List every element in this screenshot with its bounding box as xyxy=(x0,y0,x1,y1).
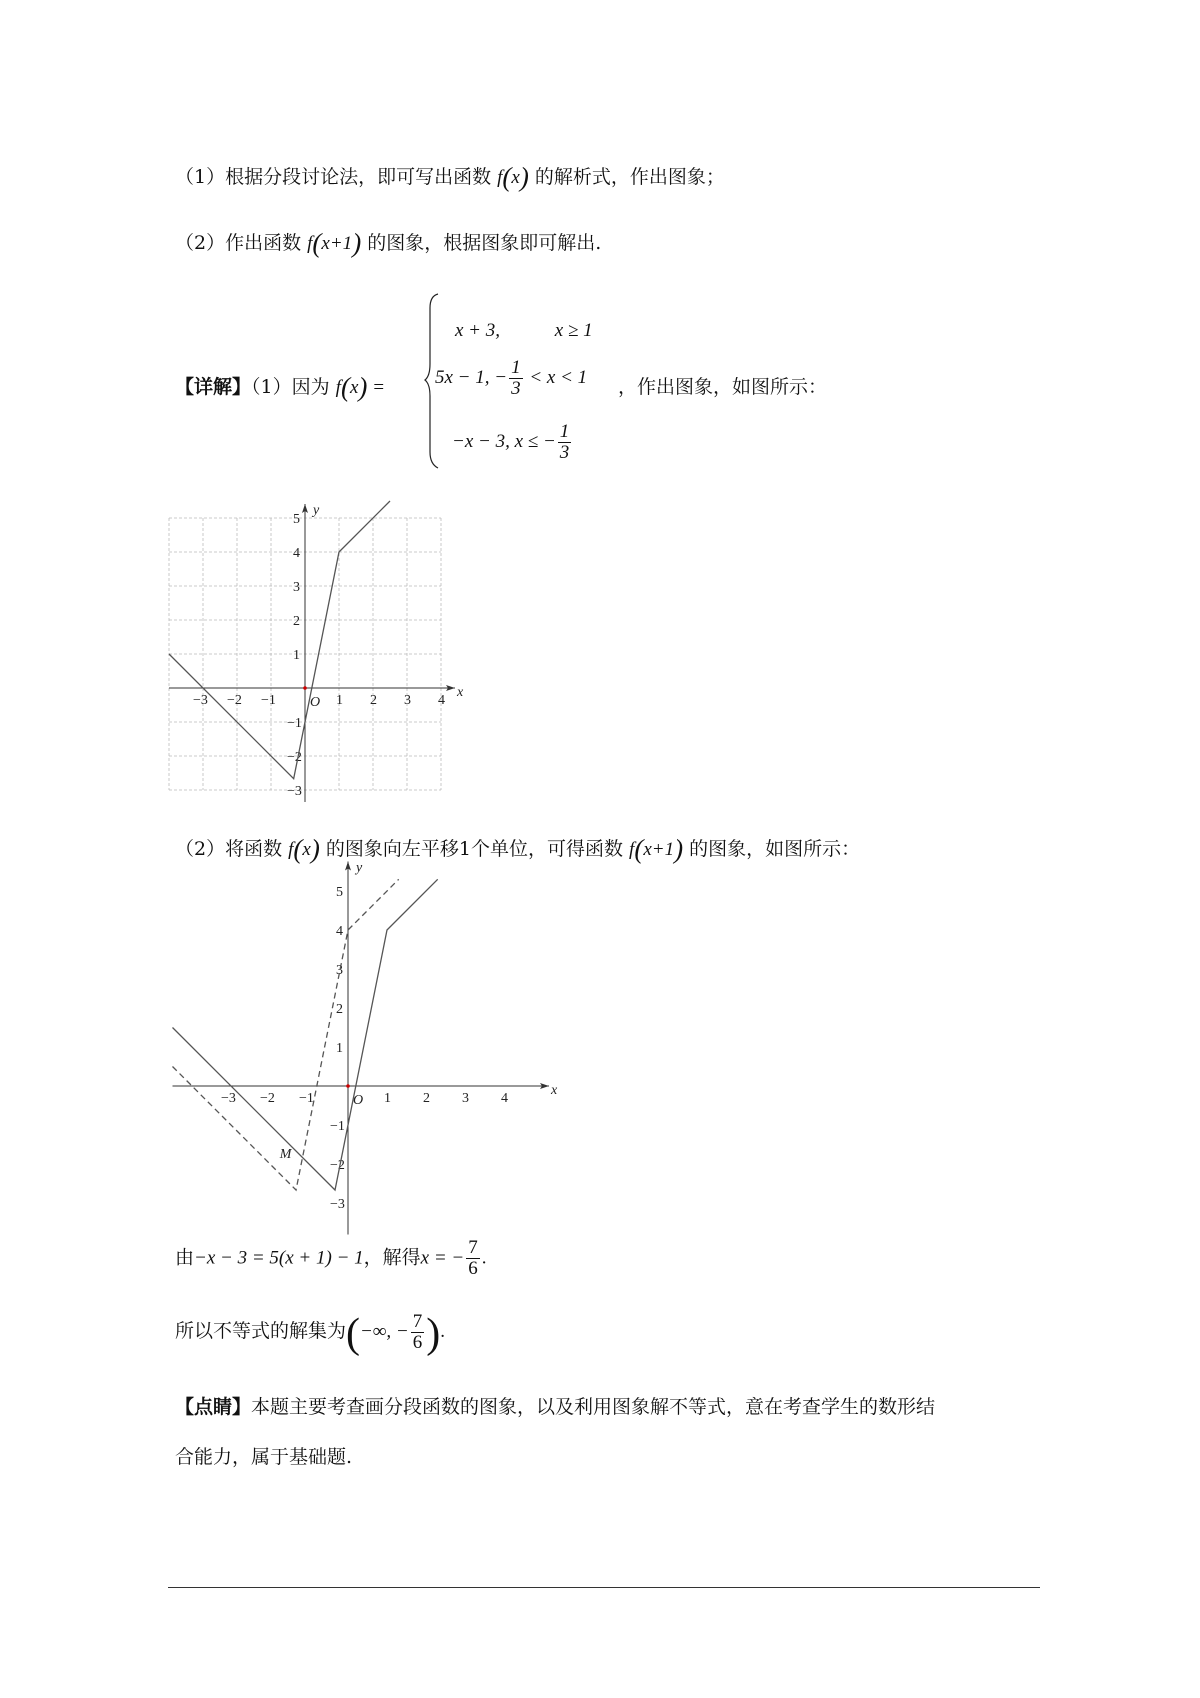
sol-interval: −∞, − xyxy=(360,1321,409,1342)
fraction-one-third: $\frac{1}{3}$ xyxy=(559,421,570,463)
case-2-cond-post: < x < 1 xyxy=(529,366,588,388)
step1-prefix: （1）根据分段讨论法，即可写出函数 xyxy=(175,166,492,188)
part2-suffix: 的图象，如图所示： xyxy=(689,838,861,860)
part2-mid: 的图象向左平移1个单位，可得函数 xyxy=(325,838,623,860)
y-tick-label: 3 xyxy=(336,963,343,978)
y-tick-label: −3 xyxy=(330,1197,345,1212)
fx-expr: f(x) xyxy=(497,162,529,192)
point-m-label: M xyxy=(279,1147,292,1163)
case-1 xyxy=(455,320,593,342)
y-axis-label: y xyxy=(313,503,320,518)
eq-prefix: 由 xyxy=(175,1246,195,1269)
eq-body: −x − 3 = 5(x + 1) − 1 xyxy=(194,1247,364,1269)
detail-part1 xyxy=(175,372,384,403)
case-1-expr: x + 3, xyxy=(455,320,501,341)
y-tick-label: 4 xyxy=(293,546,300,561)
x-tick-label: −1 xyxy=(261,693,276,708)
eq-end: . xyxy=(481,1247,487,1269)
step1-suffix: 的解析式，作出图象； xyxy=(534,166,725,188)
origin-point xyxy=(303,686,307,690)
x-tick-label: 2 xyxy=(423,1091,430,1106)
detail-label: 【详解】 xyxy=(175,376,252,398)
fraction-one-third: $\frac{1}{3}$ xyxy=(511,357,521,399)
case-1-cond: x ≥ 1 xyxy=(554,320,593,341)
x-tick-label: 4 xyxy=(438,693,445,708)
y-tick-label: −1 xyxy=(287,716,302,731)
chart-fx-shifted xyxy=(170,860,558,1218)
comment-line-2: 合能力，属于基础题. xyxy=(175,1446,353,1468)
comment-label: 【点睛】 xyxy=(175,1396,252,1418)
y-tick-label: 1 xyxy=(293,648,300,663)
x-tick-label: −1 xyxy=(299,1091,314,1106)
sol-prefix: 所以不等式的解集为 xyxy=(175,1320,347,1342)
x-axis-label: x xyxy=(457,685,464,700)
origin-label: O xyxy=(353,1093,364,1108)
step2-prefix: （2）作出函数 xyxy=(175,232,302,254)
fx1-expr: f(x+1) xyxy=(307,228,362,258)
equation-line xyxy=(175,1238,487,1279)
series-line-solid xyxy=(169,501,390,779)
y-tick-label: 5 xyxy=(336,885,343,900)
x-tick-label: −3 xyxy=(193,693,208,708)
x-tick-label: 3 xyxy=(462,1091,469,1106)
series-line-dashed xyxy=(173,879,399,1190)
analysis-step1 xyxy=(175,162,725,193)
y-tick-label: 2 xyxy=(293,614,300,629)
step2-suffix: 的图象，根据图象即可解出. xyxy=(367,232,602,254)
x-tick-label: −2 xyxy=(260,1091,275,1106)
y-tick-label: 5 xyxy=(293,512,300,527)
eq-var: x = − xyxy=(420,1247,465,1269)
fx-expr: f(x) xyxy=(335,372,368,402)
case-2 xyxy=(435,358,587,399)
comment-text-1: 本题主要考查画分段函数的图象，以及利用图象解不等式，意在考查学生的数形结 xyxy=(251,1396,936,1418)
case-2-cond-pre: − xyxy=(494,366,508,388)
y-tick-label: −2 xyxy=(330,1158,345,1173)
case-3 xyxy=(452,422,573,463)
y-tick-label: −1 xyxy=(330,1119,345,1134)
case-3-expr: −x − 3, xyxy=(452,430,510,452)
x-tick-label: −3 xyxy=(221,1091,236,1106)
x-tick-label: −2 xyxy=(227,693,242,708)
x-tick-label: 3 xyxy=(404,693,411,708)
origin-point xyxy=(346,1084,350,1088)
y-tick-label: −3 xyxy=(287,784,302,799)
x-tick-label: 2 xyxy=(370,693,377,708)
x-axis-label: x xyxy=(551,1083,558,1098)
y-tick-label: 1 xyxy=(336,1041,343,1056)
eq-mid: ，解得 xyxy=(363,1246,421,1269)
footer-rule xyxy=(168,1587,1040,1588)
fx1-expr: f(x+1) xyxy=(629,834,684,864)
sol-end: . xyxy=(440,1321,445,1342)
fraction-seven-sixths: $\frac{7}{6}$ xyxy=(412,1310,423,1353)
part1-prefix: （1）因为 xyxy=(251,376,330,398)
case-2-expr: 5x − 1, xyxy=(435,366,490,388)
x-tick-label: 1 xyxy=(384,1091,391,1106)
origin-label: O xyxy=(310,695,321,710)
y-tick-label: 3 xyxy=(293,580,300,595)
solution-line: 所以不等式的解集为(−∞, − $\frac{7}{6}$ ). xyxy=(175,1310,445,1357)
fraction-seven-sixths: $\frac{7}{6}$ xyxy=(468,1237,478,1279)
x-tick-label: 4 xyxy=(501,1091,508,1106)
y-tick-label: −2 xyxy=(287,750,302,765)
analysis-step2 xyxy=(175,228,601,259)
detail-part2 xyxy=(175,834,860,865)
case-3-cond-pre: x ≤ − xyxy=(514,430,556,452)
chart-fx xyxy=(168,500,478,800)
comment-line-1 xyxy=(175,1392,935,1419)
equals-sign: = xyxy=(373,377,385,398)
part1-suffix: ，作出图象，如图所示： xyxy=(618,376,828,398)
part2-prefix: （2）将函数 xyxy=(175,838,283,860)
x-tick-label: 1 xyxy=(336,693,343,708)
y-axis-label: y xyxy=(356,860,363,876)
y-tick-label: 2 xyxy=(336,1002,343,1017)
fx-expr: f(x) xyxy=(288,834,320,864)
y-tick-label: 4 xyxy=(336,924,343,939)
